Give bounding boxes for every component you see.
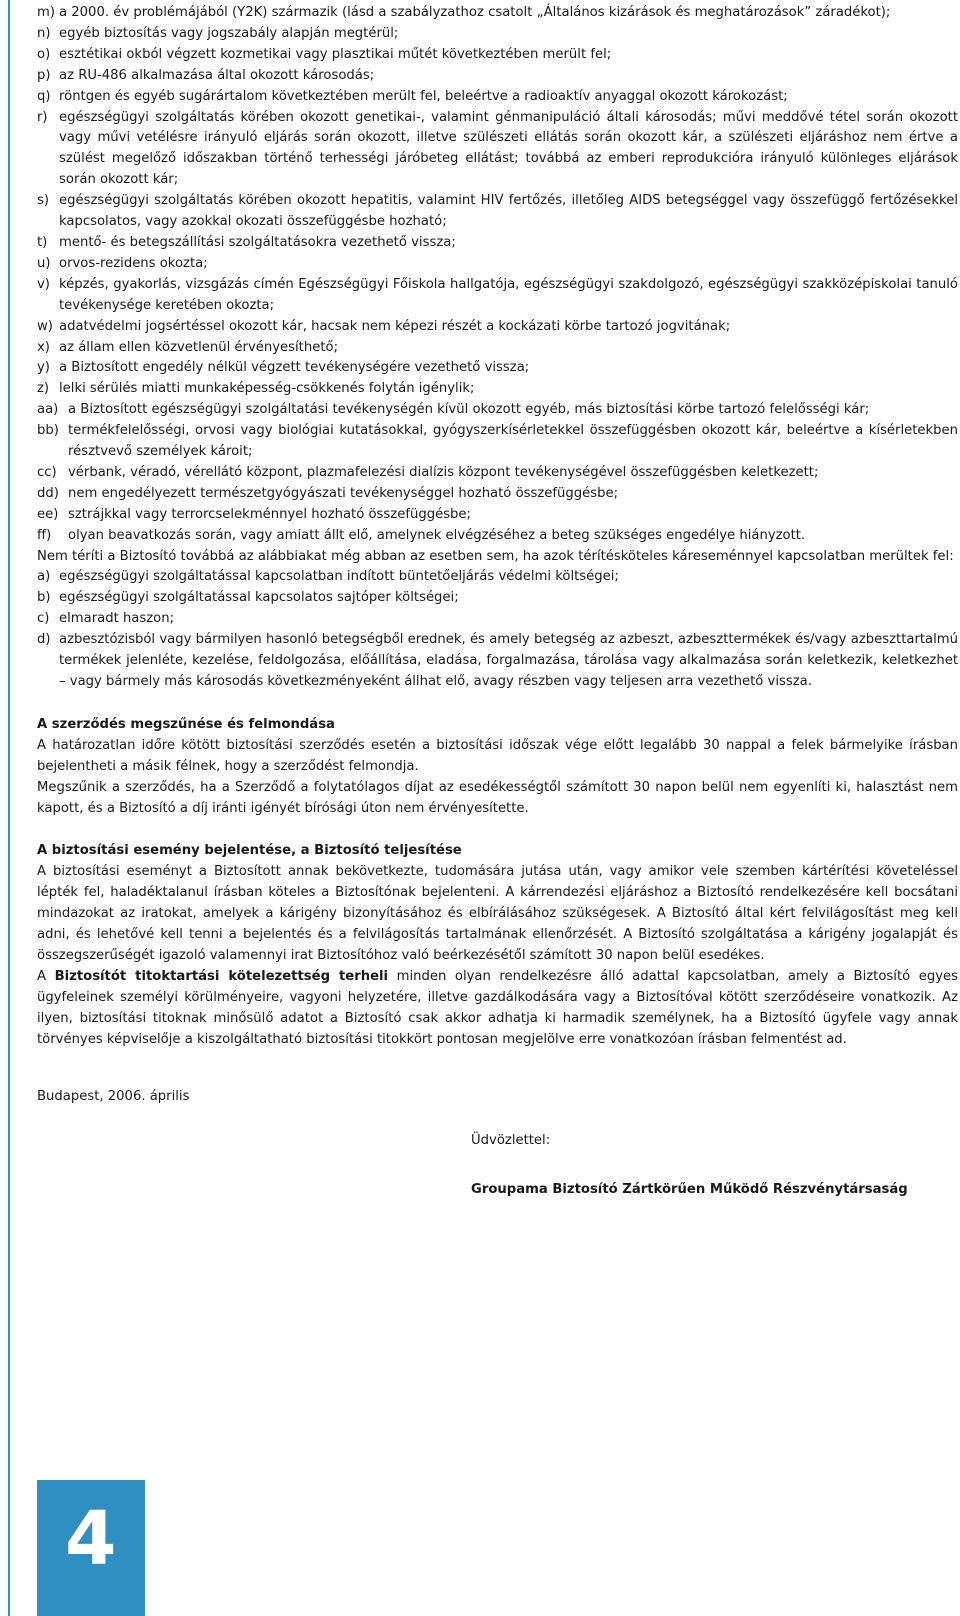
paragraph: A biztosítási eseményt a Biztosított annak bekövetkezte, tudomására jutása után, vagy amikor vele szemben kártérítési követeléssel lépték fel, haladéktalanul írásban köteles a Biztosítónak bejelenteni. A kárrendezési eljáráshoz a Biztosító rendelkezésére kell bocsátani mindazokat az iratokat, amelyek a kárigény bizonyításához és elbírálásához szükségesek. A Biztosító által kért felvilágosítást meg kell adni, és lehetővé kell tenni a bejelentés és a felvilágosítás tartalmának ellenőrzését. A Biztosító szolgáltatása a kárigény jogalapját és összegszerűségét igazoló valamennyi irat Biztosítóhoz való beérkezésétől számított 30 napon belül esedékes. bbox=[37, 864, 958, 963]
list-item: v) képzés, gyakorlás, vizsgázás címén Egészségügyi Főiskola hallgatója, egészségügyi szakdolgozó, egészségügyi szakközépiskolai tanuló tevékenysége keretében okozta; bbox=[37, 276, 958, 313]
section-heading: A szerződés megszűnése és felmondása bbox=[37, 716, 335, 732]
document-body bbox=[37, 3, 958, 1201]
list-item: o) esztétikai okból végzett kozmetikai vagy plasztikai műtét következtében merült fel; bbox=[37, 46, 612, 62]
list-item: a) egészségügyi szolgáltatással kapcsolatban indított büntetőeljárás védelmi költségei; bbox=[37, 569, 619, 585]
list-item: x) az állam ellen közvetlenül érvényesíthető; bbox=[37, 339, 339, 355]
place-date: Budapest, 2006. április bbox=[37, 1088, 190, 1104]
list-item: c) elmaradt haszon; bbox=[37, 611, 175, 627]
list-item: u) orvos-rezidens okozta; bbox=[37, 255, 208, 271]
list-item: w) adatvédelmi jogsértéssel okozott kár, hacsak nem képezi részét a kockázati körbe tartozó jogvitának; bbox=[37, 318, 731, 334]
list-item: n) egyéb biztosítás vagy jogszabály alapján megtérül; bbox=[37, 25, 399, 41]
list-item: d) azbesztózisból vagy bármilyen hasonló betegségből erednek, és amely betegség az azbeszt, azbeszttermékek és/vagy azbeszttartalmú termékek jelenléte, kezelése, feldolgozása, előállítása, eladása, forgalmazása, tárolása vagy alkalmazása során keletkezik, keletkezhet – vagy bármely más károsodás következményeként állhat elő, avagy részben vagy teljesen arra vezethető vissza. bbox=[37, 632, 958, 689]
exclusions-list bbox=[37, 3, 958, 547]
list-item: aa) a Biztosított egészségügyi szolgáltatási tevékenységén kívül okozott egyéb, más biztosítási körbe tartozó felelősségi kár; bbox=[37, 402, 870, 418]
termination-section bbox=[37, 715, 958, 820]
list-item: p) az RU-486 alkalmazása által okozott károsodás; bbox=[37, 67, 375, 83]
list-item: y) a Biztosított engedély nélkül végzett tevékenységére vezethető vissza; bbox=[37, 360, 530, 376]
list-item: t) mentő- és betegszállítási szolgáltatásokra vezethető vissza; bbox=[37, 234, 456, 250]
claims-section bbox=[37, 841, 958, 1050]
paragraph: A Biztosítót titoktartási kötelezettség terheli minden olyan rendelkezésre álló adattal kapcsolatban, amely a Biztosító egyes ügyfeleinek személyi körülményeire, vagyoni helyzetére, illetve gazdálkodására vagy a Biztosítóval kötött szerződéseire vonatkozik. Az ilyen, biztosítási titoknak minősülő adatot a Biztosító csak akkor adhatja ki harmadik személynek, ha a Biztosító ügyfele vagy annak törvényes képviselője a kiszolgáltatható biztosítási titokkört pontosan megjelölve erre vonatkozóan írásban felmentést ad. bbox=[37, 968, 959, 1047]
costs-list bbox=[37, 567, 958, 692]
list-item: s) egészségügyi szolgáltatás körében okozott hepatitis, valamint HIV fertőzés, illetőleg AIDS betegséggel vagy összefüggő fertőzésekkel kapcsolatos, vagy azokkal okozati összefüggésbe hozható; bbox=[37, 193, 958, 230]
list-item: dd) nem engedélyezett természetgyógyászati tevékenységgel hozható összefüggésbe; bbox=[37, 485, 619, 501]
list-item: cc) vérbank, véradó, vérellátó központ, plazmafelezési dialízis központ tevékenységével összefüggésben keletkezett; bbox=[37, 464, 819, 480]
greeting: Üdvözlettel: bbox=[471, 1133, 551, 1149]
page-number: 4 bbox=[65, 1496, 117, 1582]
list-item: b) egészségügyi szolgáltatással kapcsolatos sajtóper költségei; bbox=[37, 590, 459, 606]
company-signature: Groupama Biztosító Zártkörűen Működő Részvénytársaság bbox=[471, 1182, 908, 1198]
list-item: ff) olyan beavatkozás során, vagy amiatt állt elő, amelynek elvégzéséhez a beteg szükséges engedélye hiányzott. bbox=[37, 527, 806, 543]
paragraph: A határozatlan időre kötött biztosítási szerződés esetén a biztosítási időszak vége előtt legalább 30 nappal a felek bármelyike írásban bejelentheti a másik félnek, hogy a szerződést felmondja. bbox=[37, 737, 958, 774]
list-item: z) lelki sérülés miatti munkaképesség-csökkenés folytán igénylik; bbox=[37, 381, 475, 397]
left-margin-rule bbox=[8, 0, 10, 1616]
paragraph: Megszűnik a szerződés, ha a Szerződő a folytatólagos díjat az esedékességtől számított 30 napon belül nem egyenlíti ki, halasztást nem kapott, és a Biztosító a díj iránti igényét bírósági úton nem érvényesítette. bbox=[37, 779, 958, 816]
emphasis: Biztosítót titoktartási kötelezettség terheli bbox=[54, 968, 389, 984]
list-item: ee) sztrájkkal vagy terrorcselekménnyel hozható összefüggésbe; bbox=[37, 506, 471, 522]
list-item: m) a 2000. év problémájából (Y2K) származik (lásd a szabályzathoz csatolt „Általános kizárások és meghatározások” záradékot); bbox=[37, 5, 891, 20]
list-item: bb) termékfelelősségi, orvosi vagy biológiai kutatásokkal, gyógyszerkísérletekkel összefüggésben okozott kár, beleértve a kísérletekben résztvevő személyek károit; bbox=[37, 423, 958, 460]
list-item: q) röntgen és egyéb sugárártalom következtében merült fel, beleértve a radioaktív anyaggal okozott károkozást; bbox=[37, 88, 788, 104]
page-number-box bbox=[37, 1480, 145, 1616]
non-reimbursed-intro: Nem téríti a Biztosító továbbá az alábbiakat még abban az esetben sem, ha azok térítésköteles káreseménnyel kapcsolatban merültek fel: bbox=[37, 548, 954, 564]
list-item: r) egészségügyi szolgáltatás körében okozott genetikai-, valamint génmanipuláció általi károsodás; művi meddővé tétel során okozott vagy művi vetélésre irányuló eljárás során okozott, illetve szülészeti ellátás során okozott kár, a szülészeti eljáráshoz nem értve a szülést megelőző időszakban történő terhességi járóbeteg ellátást; továbbá az emberi reprodukcióra irányuló különleges eljárások során okozott kár; bbox=[37, 109, 958, 188]
section-heading: A biztosítási esemény bejelentése, a Biztosító teljesítése bbox=[37, 843, 462, 859]
